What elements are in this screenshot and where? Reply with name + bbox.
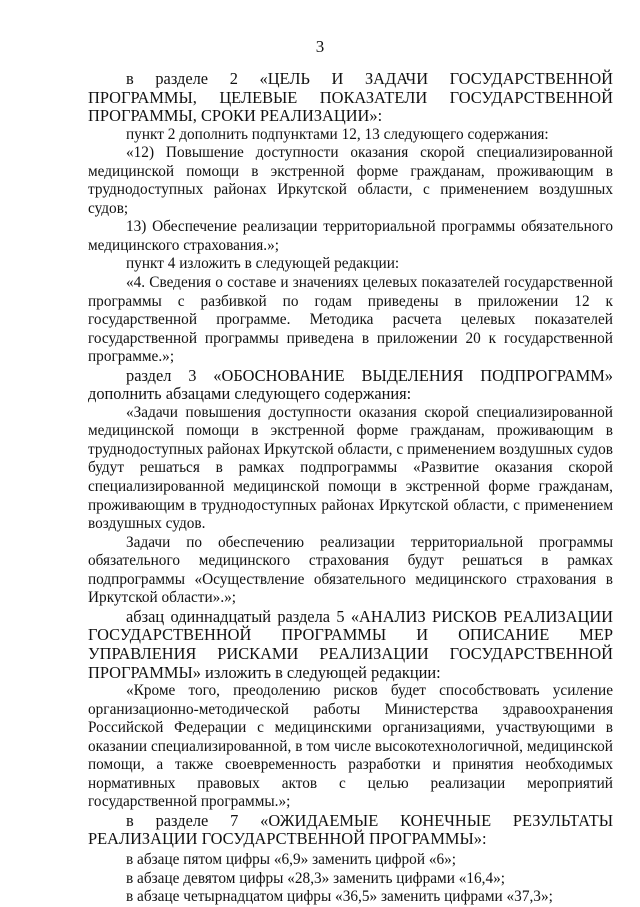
paragraph-item4-text: «4. Сведения о составе и значениях целевых показателей государственной программы с разбивкой по годам приведены в приложении 12 к государственной программе. Методика расчета целевых показателей государственной программы приведена в приложении 20 к государственной программе.»;	[88, 274, 613, 366]
paragraph-section7-change-14: в абзаце четырнадцатом цифры «36,5» заменить цифрами «37,3»;	[126, 888, 553, 906]
paragraph-item2-instruction: пункт 2 дополнить подпунктами 12, 13 следующего содержания:	[126, 125, 549, 143]
paragraph-section5-text: «Кроме того, преодолению рисков будет способствовать усиление организационно-методической работы Министерства здравоохранения Российской Федерации с медицинскими организациями, участвующими в оказании специализированной, в том числе высокотехнологичной, медицинской помощи, а также своевременность разработки и принятия необходимых нормативных правовых актов с целью реализации мероприятий государственной программы.»;	[88, 682, 613, 811]
paragraph-section2-heading: в разделе 2 «ЦЕЛЬ И ЗАДАЧИ ГОСУДАРСТВЕННОЙ ПРОГРАММЫ, ЦЕЛЕВЫЕ ПОКАЗАТЕЛИ ГОСУДАРСТВЕННОЙ ПРОГРАММЫ, СРОКИ РЕАЛИЗАЦИИ»:	[88, 69, 613, 126]
paragraph-section3-heading: раздел 3 «ОБОСНОВАНИЕ ВЫДЕЛЕНИЯ ПОДПРОГРАММ» дополнить абзацами следующего содержания:	[88, 365, 613, 404]
paragraph-item4-instruction: пункт 4 изложить в следующей редакции:	[126, 255, 400, 273]
paragraph-section5-heading: абзац одиннадцатый раздела 5 «АНАЛИЗ РИСКОВ РЕАЛИЗАЦИИ ГОСУДАРСТВЕННОЙ ПРОГРАММЫ И ОПИСАНИЕ МЕР УПРАВЛЕНИЯ РИСКАМИ РЕАЛИЗАЦИИ ГОСУДАРСТВЕННОЙ ПРОГРАММЫ» изложить в следующей редакции:	[88, 606, 613, 682]
paragraph-section7-change-9: в абзаце девятом цифры «28,3» заменить цифрами «16,4»;	[126, 869, 506, 887]
page-number: 3	[315, 37, 325, 56]
paragraph-subitem13: 13) Обеспечение реализации территориальной программы обязательного медицинского страхования.»;	[88, 218, 613, 254]
paragraph-subitem12: «12) Повышение доступности оказания скорой специализированной медицинской помощи в экстренной форме гражданам, проживающим в труднодоступных районах Иркутской области, с применением воздушных судов;	[88, 144, 613, 217]
paragraph-section7-heading: в разделе 7 «ОЖИДАЕМЫЕ КОНЕЧНЫЕ РЕЗУЛЬТАТЫ РЕАЛИЗАЦИИ ГОСУДАРСТВЕННОЙ ПРОГРАММЫ»:	[88, 810, 613, 849]
document-body	[88, 70, 613, 907]
paragraph-section3-task-air: «Задачи повышения доступности оказания скорой специализированной медицинской помощи в экстренной форме гражданам, проживающим в труднодоступных районах Иркутской области, с применением воздушных судов будут решаться в рамках подпрограммы «Развитие оказания скорой специализированной медицинской помощи в экстренной форме гражданам, проживающим в труднодоступных районах Иркутской области, с применением воздушных судов.	[88, 403, 613, 533]
paragraph-section7-change-5: в абзаце пятом цифры «6,9» заменить цифрой «6»;	[126, 850, 457, 868]
paragraph-section3-task-insurance: Задачи по обеспечению реализации территориальной программы обязательного медицинского страхования будут решаться в рамках подпрограммы «Осуществление обязательного медицинского страхования в Иркутской области».»;	[88, 533, 613, 607]
